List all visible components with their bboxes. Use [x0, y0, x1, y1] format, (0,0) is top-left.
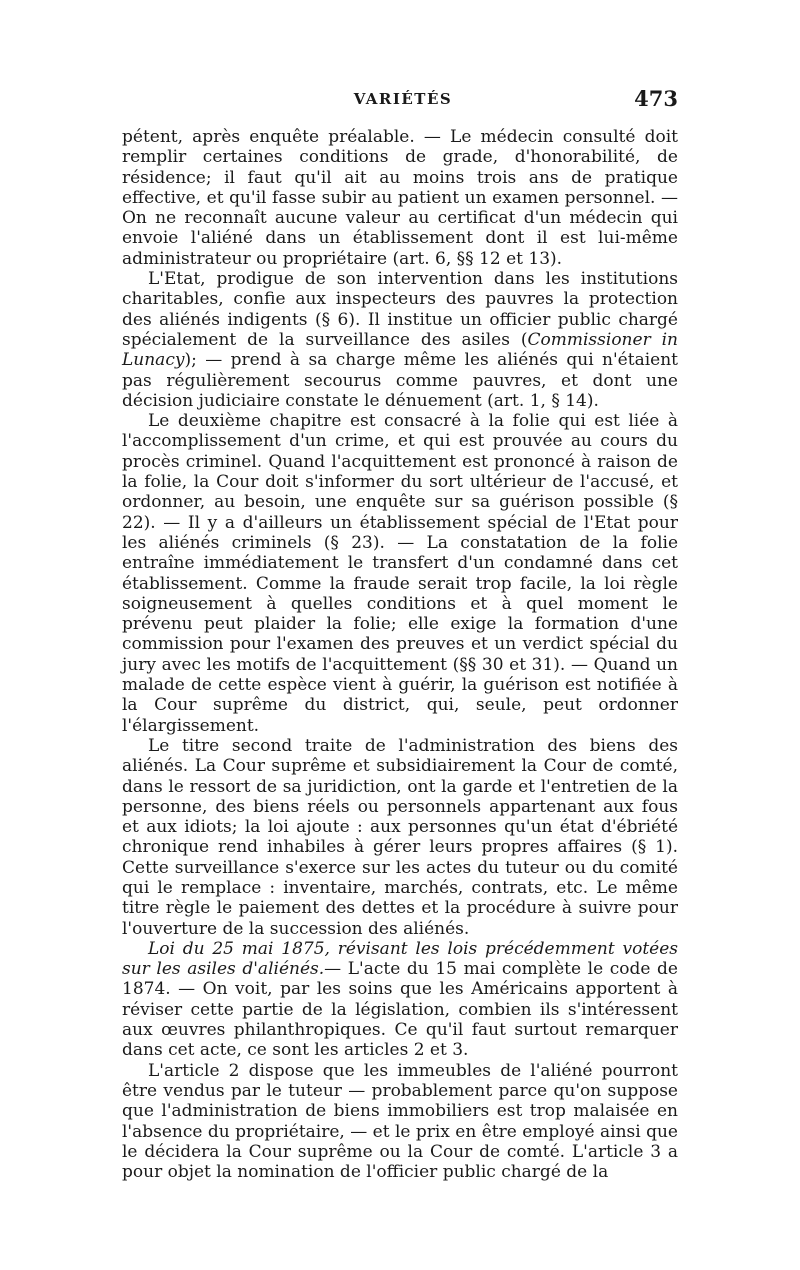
paragraph-2-text-before: L'Etat, prodigue de son intervention dans les institutions charitables, confie aux inspecteurs des pauvres la protection des aliénés indigents (§ 6). Il institue un officier public chargé spécialement de la surveillance des asiles ( [122, 269, 678, 350]
paragraph-4 [122, 736, 678, 939]
page-header [128, 86, 678, 116]
body-text [122, 127, 678, 1182]
paragraph-5 [122, 939, 678, 1061]
paragraph-5-text-after: — L'acte du 15 mai complète le code de 1874. — On voit, par les soins que les Américains apportent à réviser cette partie de la législation, combien ils s'intéressent aux œuvres philanthropiques. Ce qu'il faut surtout remarquer dans cet acte, ce sont les articles 2 et 3. [122, 959, 678, 1061]
law-title: Loi du 25 mai 1875, révisant les lois précédemment votées sur les asiles d'aliénés. [122, 938, 678, 980]
paragraph-3 [122, 411, 678, 736]
paragraph-2 [122, 269, 678, 411]
paragraph-4-text: Le titre second traite de l'administration des biens des aliénés. La Cour suprême et subsidiairement la Cour de comté, dans le ressort de sa juridiction, ont la garde et l'entretien de la personne, des biens réels ou personnels appartenant aux fous et aux idiots; la loi ajoute : aux personnes qu'un état d'ébriété chronique rend inhabiles à gérer leurs propres affaires (§ 1). Cette surveillance s'exerce sur les actes du tuteur ou du comité qui le remplace : inventaire, marchés, contrats, etc. Le même titre règle le paiement des dettes et la procédure à suivre pour l'ouverture de la succession des aliénés. [122, 735, 678, 939]
paragraph-1 [122, 127, 678, 269]
running-title: VARIÉTÉS [353, 90, 453, 108]
paragraph-2-italic: Commissioner in Lunacy [122, 329, 678, 371]
paragraph-6 [122, 1061, 678, 1183]
page-number: 473 [634, 86, 678, 111]
paragraph-6-text: L'article 2 dispose que les immeubles de l'aliéné pourront être vendus par le tuteur — probablement parce qu'on suppose que l'administration de biens immobiliers est trop malaisée en l'absence du propriétaire, — et le prix en être employé ainsi que le décidera la Cour suprême ou la Cour de comté. L'article 3 a pour objet la nomination de l'officier public chargé de la [122, 1060, 678, 1183]
paragraph-2-text-after: ); — prend à sa charge même les aliénés qui n'étaient pas régulièrement secourus comme pauvres, et dont une décision judiciaire constate le dénuement (art. 1, § 14). [122, 350, 678, 411]
paragraph-3-text: Le deuxième chapitre est consacré à la folie qui est liée à l'accomplissement d'un crime, et qui est prouvée au cours du procès criminel. Quand l'acquittement est prononcé à raison de la folie, la Cour doit s'informer du sort ultérieur de l'accusé, et ordonner, au besoin, une enquête sur sa guérison possible (§ 22). — Il y a d'ailleurs un établissement spécial de l'Etat pour les aliénés criminels (§ 23). — La constatation de la folie entraîne immédiatement le transfert d'un condamné dans cet établissement. Comme la fraude serait trop facile, la loi règle soigneusement à quelles conditions et à quel moment le prévenu peut plaider la folie; elle exige la formation d'une commission pour l'examen des preuves et un verdict spécial du jury avec les motifs de l'acquittement (§§ 30 et 31). — Quand un malade de cette espèce vient à guérir, la guérison est notifiée à la Cour suprême du district, qui, seule, peut ordonner l'élargissement. [122, 411, 678, 736]
paragraph-1-text: pétent, après enquête préalable. — Le médecin consulté doit remplir certaines conditions de grade, d'honorabilité, de résidence; il faut qu'il ait au moins trois ans de pratique effective, et qu'il fasse subir au patient un examen personnel. — On ne reconnaît aucune valeur au certificat d'un médecin qui envoie l'aliéné dans un établissement dont il est lui-même administrateur ou propriétaire (art. 6, §§ 12 et 13). [122, 127, 678, 269]
